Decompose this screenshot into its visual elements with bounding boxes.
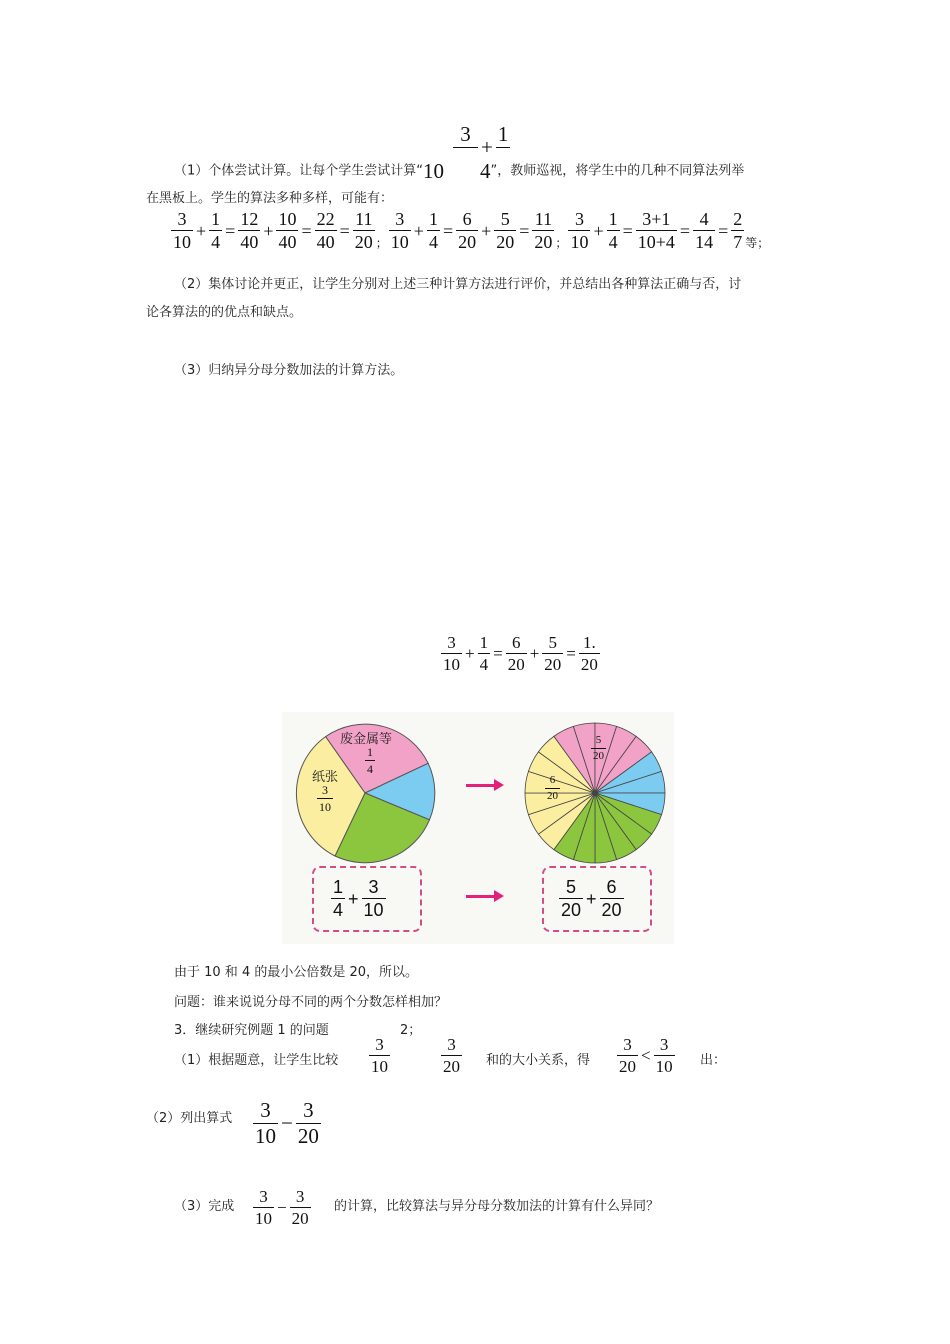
- fraction: [568, 210, 590, 251]
- operator: =: [301, 220, 312, 241]
- numerator: 6: [511, 633, 521, 652]
- denominator: 10: [363, 900, 384, 920]
- denominator: 20: [507, 655, 525, 674]
- right-arrow-icon: [466, 784, 496, 787]
- numerator: 6: [606, 877, 617, 897]
- denominator: 20: [354, 232, 373, 252]
- numerator: 3: [447, 633, 456, 652]
- fraction-bar: [362, 898, 386, 899]
- numerator: 3+1: [642, 209, 671, 229]
- fraction-bar: [453, 147, 478, 148]
- numerator: 5: [548, 633, 558, 652]
- fraction-bar: [731, 230, 744, 231]
- operator: +: [196, 220, 207, 241]
- fraction: [478, 634, 491, 673]
- operator: =: [493, 644, 503, 663]
- fraction-bar: [506, 653, 527, 654]
- fraction: [362, 878, 386, 919]
- fraction: [559, 878, 583, 919]
- denominator: 40: [278, 232, 297, 252]
- fraction: [591, 735, 606, 762]
- fraction: [209, 210, 222, 251]
- operator: +: [593, 220, 604, 241]
- continue-example-line: 3．继续研究例题 1 的问题: [174, 1023, 329, 1038]
- lcm-sentence: 由于 10 和 4 的最小公倍数是 20，所以。: [174, 965, 419, 980]
- numerator: 5: [500, 209, 510, 229]
- operator: =: [225, 220, 236, 241]
- fraction-bar: [331, 898, 345, 899]
- fraction: [238, 210, 260, 251]
- operator: −: [277, 1198, 287, 1217]
- denominator: 20: [593, 750, 604, 762]
- denominator: 20: [443, 1057, 460, 1076]
- numerator: 1: [333, 877, 344, 897]
- paper-fraction: [316, 784, 334, 813]
- denominator: 10: [443, 655, 460, 674]
- fraction-bar: [654, 1055, 675, 1056]
- fraction-bar: [568, 230, 590, 231]
- numerator: 3: [460, 122, 471, 146]
- fraction-bar: [617, 1055, 638, 1056]
- denominator: 4: [428, 232, 438, 252]
- fraction: [253, 1100, 278, 1147]
- q1-middle: 和的大小关系，得: [486, 1053, 591, 1068]
- fraction: [253, 1188, 274, 1227]
- denominator: 10+4: [637, 232, 675, 252]
- fraction-bar: [532, 230, 554, 231]
- numerator: 1: [428, 209, 438, 229]
- numerator: 6: [462, 209, 472, 229]
- denominator: 20: [544, 655, 562, 674]
- fraction-bar: [290, 1207, 311, 1208]
- operator: +: [465, 644, 475, 663]
- fraction: [607, 210, 620, 251]
- fraction: [636, 210, 677, 251]
- numerator: 3: [574, 209, 584, 229]
- paper-label: 纸张: [312, 770, 339, 785]
- numerator: 3: [322, 783, 328, 797]
- numerator: 3: [623, 1035, 632, 1054]
- numerator: 3: [259, 1187, 268, 1206]
- fraction-bar: [317, 798, 333, 799]
- paragraph-3-line-1: （3）归纳异分母分数加法的计算方法。: [174, 363, 404, 378]
- numerator: 1: [479, 633, 489, 652]
- operator: =: [718, 220, 729, 241]
- middle-fraction-expression: [440, 634, 601, 673]
- metal-label: 废金属等: [340, 732, 393, 747]
- numerator: 3: [295, 1187, 305, 1206]
- fraction: [276, 210, 298, 251]
- q3-prefix: （3）完成: [174, 1199, 235, 1214]
- fraction: [542, 634, 563, 673]
- denominator: 10: [371, 1057, 388, 1076]
- fraction-bar: [456, 230, 478, 231]
- left-sum-expression: [330, 878, 387, 919]
- numerator: 3: [303, 1098, 314, 1122]
- fraction: [506, 634, 527, 673]
- numerator: 6: [549, 774, 556, 786]
- numerator: 11: [534, 209, 553, 229]
- fraction-bar: [315, 230, 337, 231]
- operator: <: [641, 1046, 651, 1065]
- fraction: [545, 775, 560, 802]
- fraction-bar: [441, 1055, 462, 1056]
- operator: +: [263, 220, 274, 241]
- denominator: 10: [423, 159, 445, 183]
- denominator: 20: [496, 232, 515, 252]
- numerator: 5: [566, 877, 577, 897]
- denominator: 20: [534, 232, 553, 252]
- operator: =: [519, 220, 530, 241]
- fraction-bar: [693, 230, 715, 231]
- denominator: 40: [240, 232, 259, 252]
- paragraph-2-line-2: 论各算法的的优点和缺点。: [146, 305, 303, 320]
- q1-comparison: [616, 1036, 676, 1075]
- denominator: 10: [390, 232, 409, 252]
- fraction: [296, 1100, 321, 1147]
- numerator: 3: [177, 209, 187, 229]
- fraction-bar: [253, 1207, 274, 1208]
- fraction: [532, 210, 554, 251]
- denominator: 20: [601, 900, 622, 920]
- numerator: 5: [595, 734, 602, 746]
- denominator: 20: [619, 1057, 636, 1076]
- fraction: [579, 634, 600, 673]
- denominator: 4: [333, 900, 344, 920]
- denominator: 20: [297, 1124, 319, 1148]
- question-sentence: 问题：谁来说说分母不同的两个分数怎样相加？: [174, 995, 448, 1010]
- operator: +: [529, 644, 540, 663]
- fraction: [353, 210, 375, 251]
- denominator: 10: [255, 1209, 272, 1228]
- numerator: 2: [733, 209, 743, 229]
- operator: +: [481, 135, 493, 159]
- fraction: [290, 1188, 311, 1227]
- denominator: 4: [211, 232, 221, 252]
- numerator: 3: [368, 877, 379, 897]
- operator: +: [348, 888, 359, 909]
- operator: =: [622, 220, 633, 241]
- numerator: 4: [699, 209, 709, 229]
- denominator: 40: [316, 232, 335, 252]
- fraction-bar: [389, 230, 411, 231]
- denominator: 20: [547, 790, 558, 802]
- fraction: [171, 210, 193, 251]
- fraction: [617, 1036, 638, 1075]
- right-left-fraction: [544, 775, 561, 802]
- q3-expression: [252, 1188, 312, 1227]
- fraction: [731, 210, 744, 251]
- denominator: 20: [561, 900, 582, 920]
- fraction: [389, 210, 411, 251]
- fraction-bar: [427, 230, 440, 231]
- paragraph-1-line-2: 在黑板上。学生的算法多种多样，可能有：: [146, 191, 394, 206]
- fraction-bar: [591, 748, 606, 749]
- fraction: [365, 746, 375, 775]
- numerator: 1: [497, 122, 509, 146]
- operator: =: [442, 220, 454, 241]
- q1-fraction-b: [440, 1036, 463, 1075]
- fraction: [693, 210, 715, 251]
- denominator: 4: [479, 655, 489, 674]
- fraction: [441, 634, 462, 673]
- right-top-fraction: [590, 735, 607, 762]
- denominator: 20: [458, 232, 477, 252]
- operator: =: [566, 644, 576, 663]
- fraction: [317, 784, 333, 813]
- denominator: 10: [319, 800, 331, 814]
- operator: +: [481, 220, 492, 241]
- numerator: 1: [367, 745, 373, 759]
- denominator: 10: [255, 1124, 276, 1148]
- q1-suffix: 出：: [700, 1053, 727, 1068]
- fraction-bar: [369, 1055, 390, 1056]
- denominator: 14: [695, 232, 714, 252]
- numerator: 3: [260, 1098, 271, 1122]
- fraction: [331, 878, 345, 919]
- fraction-bar: [365, 760, 375, 761]
- operator: −: [281, 1111, 293, 1135]
- fraction: [427, 210, 440, 251]
- fraction-bar: [496, 147, 511, 148]
- denominator: 10: [570, 232, 589, 252]
- operator: +: [413, 220, 424, 241]
- denominator: 4: [608, 232, 618, 252]
- denominator: 20: [291, 1209, 309, 1228]
- fraction-bar: [600, 898, 624, 899]
- fraction-bar: [542, 653, 563, 654]
- numerator: 3: [375, 1035, 384, 1054]
- denominator: 7: [733, 232, 743, 252]
- q2-prefix: （2）列出算式: [146, 1111, 233, 1126]
- right-sum-expression: [558, 878, 625, 919]
- q3-suffix: 的计算，比较算法与异分母分数加法的计算有什么异同？: [334, 1199, 660, 1214]
- fraction-bar: [559, 898, 583, 899]
- metal-fraction: [364, 746, 376, 775]
- fraction: [600, 878, 624, 919]
- continue-example-suffix: 2；: [400, 1023, 422, 1038]
- paragraph-1-line-1: （1）个体尝试计算。让每个学生尝试计算“ 10 4 ”，教师巡视，将学生中的几种不同算法列举: [174, 159, 745, 183]
- fraction-bar: [276, 230, 298, 231]
- fraction: [369, 1036, 390, 1075]
- numerator: 22: [316, 209, 335, 229]
- operator: =: [679, 220, 691, 241]
- fraction: [315, 210, 337, 251]
- operator: +: [586, 888, 597, 909]
- operator: =: [339, 220, 350, 241]
- q1-prefix: （1）根据题意，让学生比较: [174, 1053, 339, 1068]
- denominator: 10: [173, 232, 191, 252]
- numerator: 3: [447, 1035, 456, 1054]
- numerator: 1.: [583, 633, 596, 652]
- fraction-bar: [478, 653, 491, 654]
- methods-equation-line: $\frac{3}{10}$ + $\frac{1}{4}$ = $\frac{12}{40}$ + $\frac{10}{40}$ = $\frac{22}{40}$ = $\frac{11}{20}$ ； $\frac{3}{10}$ + $\frac{1}{4}$ = $\frac{6}{20}$ + $\frac{5}{20}$ = $\frac{11}{20}$ ； $\frac{3}{10}$ + $\frac{1}{4}$ = $\frac{3+1}{10+4}$ = $\frac{4}{14}$ = $\frac{2}{7}$ 等；: [173, 209, 770, 252]
- fraction-bar: [494, 230, 516, 231]
- denominator: 4: [367, 762, 373, 776]
- right-arrow-icon: [466, 895, 496, 898]
- numerator: 3: [395, 209, 405, 229]
- fraction: [441, 1036, 462, 1075]
- fraction-bar: [636, 230, 677, 231]
- fraction-bar: [238, 230, 260, 231]
- fraction-bar: [579, 653, 600, 654]
- fraction-bar: [353, 230, 375, 231]
- denominator: 4: [480, 159, 491, 183]
- paragraph-2-line-1: （2）集体讨论并更正，让学生分别对上述三种计算方法进行评价，并总结出各种算法正确与否，讨: [174, 277, 742, 292]
- numerator: 1: [211, 209, 221, 229]
- fraction-bar: [545, 788, 560, 789]
- denominator: 20: [580, 655, 598, 674]
- numerator: 10: [278, 209, 297, 229]
- fraction: [456, 210, 478, 251]
- q1-fraction-a: [368, 1036, 391, 1075]
- fraction: [654, 1036, 675, 1075]
- denominator: 10: [655, 1057, 673, 1076]
- fraction-bar: [209, 230, 222, 231]
- fraction: [494, 210, 516, 251]
- fraction-bar: [171, 230, 193, 231]
- fraction-bar: [441, 653, 462, 654]
- numerator: 11: [355, 209, 373, 229]
- numerator: 3: [659, 1035, 669, 1054]
- numerator: 12: [240, 209, 259, 229]
- q2-expression: [252, 1100, 322, 1147]
- numerator: 1: [608, 209, 618, 229]
- fraction-bar: [607, 230, 620, 231]
